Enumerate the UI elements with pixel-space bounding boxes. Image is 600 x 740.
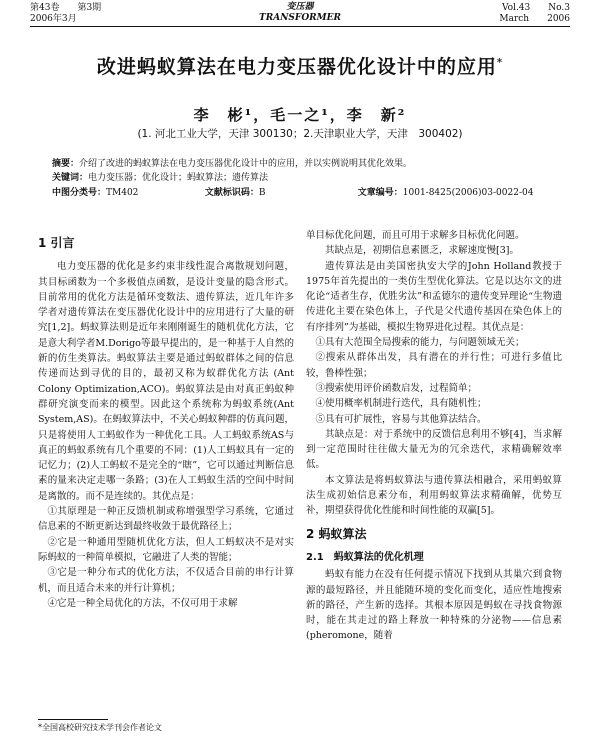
ga-disadvantage: 其缺点是：对于系统中的反馈信息利用不够[4]，当求解到一定范围时往往做大量无为的冗余迭代，求精确解效率低。 — [306, 428, 562, 471]
cls-value: TM402 — [106, 188, 139, 198]
section-2-1-heading: 2.1 蚂蚁算法的优化机理 — [306, 551, 424, 563]
ga-advantage-5: ⑤具有可扩展性，容易与其他算法结合。 — [315, 413, 487, 425]
aco-advantage-1: ①其原理是一种正反馈机制或称增强型学习系统，它通过信息素的不断更新达到最终收敛于最优路径上； — [38, 506, 294, 533]
footnote: *全国高校研究技术学刊会作者论文 — [38, 723, 162, 732]
header-rule — [30, 26, 570, 27]
title-footnote-mark: * — [496, 57, 504, 69]
header-month-en: March — [499, 14, 530, 24]
journal-name-cn: 变压器 — [286, 2, 314, 12]
aco-disadvantage: 其缺点是，初期信息素匮乏，求解速度慢[3]。 — [325, 245, 519, 257]
aco-advantage-4-cont: 单目标优化问题，而且可用于求解多目标优化问题。 — [306, 230, 525, 241]
right-column — [306, 228, 562, 644]
keywords-label: 关键词： — [52, 173, 89, 183]
doc-label: 文献标识码： — [204, 188, 259, 198]
doc-value: B — [258, 188, 266, 198]
abstract-text: 介绍了改进的蚂蚁算法在电力变压器优化设计中的应用，并以实例说明其优化效果。 — [79, 159, 413, 169]
cls-label: 中图分类号： — [52, 188, 107, 198]
ga-advantage-3: ③搜索使用评价函数启发，过程简单； — [315, 382, 478, 394]
left-column — [38, 228, 294, 611]
intro-paragraph: 电力变压器的优化是多约束非线性混合离散规划问题，其目标函数为一个多极值点函数，是设计变量的隐含形式。目前常用的优化方法是循环变数法、遗传算法，近几年许多学者对遗传算法在变压器优化设计中的应用进行了大量的研究[1,2]。蚂蚁算法则是近年来刚刚诞生的随机优化方法，它是意大利学者M.Dorigo等最早提出的，是一种基于人自然的新的仿生类算法。蚂蚁算法主要是通过蚂蚁群体之间的信息传递而达到寻优的目的，最初又称为蚁群优化方法 (Ant Colony Optimization,ACO)。蚂蚁算法是由对真正蚂蚁种群研究演变而来的模型。因此这个系统称为蚂蚁系统(Ant System,AS)。在蚂蚁算法中，不关心蚂蚁种群的仿真问题，只是将使用人工蚂蚁作为一种优化工具。人工蚂蚁系统AS与真正的蚂蚁系统有几个重要的不同：(1)人工蚂蚁具有一定的记忆力；(2)人工蚂蚁不是完全的“瞎”，它可以通过判断信息素的量来决定走哪一条路；(3)在人工蚂蚁生活的空间中时间是离散的。而不是连续的。其优点是： — [38, 261, 294, 502]
classification-line — [52, 187, 560, 200]
header-vol-en: Vol.43 — [501, 3, 531, 13]
aco-mechanism-paragraph: 蚂蚁有能力在没有任何提示情况下找到从其巢穴到食物源的最短路径，并且能随环境的变化而变化，适应性地搜索新的路径，产生新的选择。其根本原因是蚂蚁在寻找食物源时，能在其走过的路上释放一种特殊的分泌物——信息素(pheromone，随着 — [306, 569, 562, 642]
header-year-en: 2006 — [547, 14, 570, 24]
id-value: 1001-8425(2006)03-0022-04 — [402, 188, 534, 198]
ga-advantage-1: ①具有大范围全局搜索的能力，与问题领域无关； — [315, 337, 525, 349]
header-vol-cn: 第43卷 — [30, 3, 60, 13]
article-title-text: 改进蚂蚁算法在电力变压器优化设计中的应用 — [96, 56, 497, 78]
aco-advantage-4: ④它是一种全局优化的方法，不仅可用于求解 — [47, 597, 238, 609]
author-list: 李 彬¹，毛一之¹，李 新² — [193, 106, 407, 124]
running-header — [0, 0, 600, 30]
header-right — [481, 3, 570, 25]
keywords — [52, 172, 560, 185]
keywords-text: 电力变压器；优化设计；蚂蚁算法；遗传算法 — [88, 173, 269, 183]
id-label: 文章编号： — [357, 188, 403, 198]
footnote-rule — [38, 719, 108, 720]
ga-paragraph: 遗传算法是由美国密执安大学的John Holland教授于1975年首先提出的一类仿生型优化算法。它是以达尔文的进化论“适者生存，优胜劣汰”和孟德尔的遗传变异理论“生物遗传进化主要在染色体上，子代是父代遗传基因在染色体上的有序排列”为基础，模拟生物界进化过程。其优点是： — [306, 260, 562, 333]
affiliation: (1. 河北工业大学，天津 300130；2.天津职业大学，天津 300402) — [137, 128, 463, 140]
aco-advantage-2: ②它是一种通用型随机优化方法，但人工蚂蚁决不是对实际蚂蚁的一种简单模拟，它融进了人类的智能； — [38, 536, 294, 563]
abstract — [52, 158, 560, 171]
journal-logo — [250, 2, 350, 24]
section-1-heading: 1 引言 — [38, 236, 75, 250]
abstract-label: 摘要： — [52, 159, 80, 169]
article-title — [30, 52, 570, 79]
ga-advantage-4: ④使用概率机制进行迭代，具有随机性； — [315, 398, 487, 410]
journal-name-en: TRANSFORMER — [259, 13, 341, 23]
header-left — [30, 3, 101, 25]
aco-advantage-3: ③它是一种分布式的优化方法，不仅适合目前的串行计算机，而且适合未来的并行计算机； — [38, 567, 294, 594]
section-2-heading: 2 蚂蚁算法 — [306, 526, 367, 541]
combined-method-paragraph: 本文算法是将蚂蚁算法与遗传算法相融合，采用蚂蚁算法生成初始信息素分布，利用蚂蚁算法求精确解，优势互补，期望获得优化性能和时间性能的双赢[5]。 — [306, 474, 562, 517]
ga-advantage-2: ②搜索从群体出发，具有潜在的并行性；可进行多值比较，鲁棒性强； — [306, 352, 562, 379]
header-date-cn: 2006年3月 — [30, 14, 77, 24]
header-no-en: No.3 — [548, 3, 570, 13]
header-no-cn: 第3期 — [77, 3, 102, 13]
